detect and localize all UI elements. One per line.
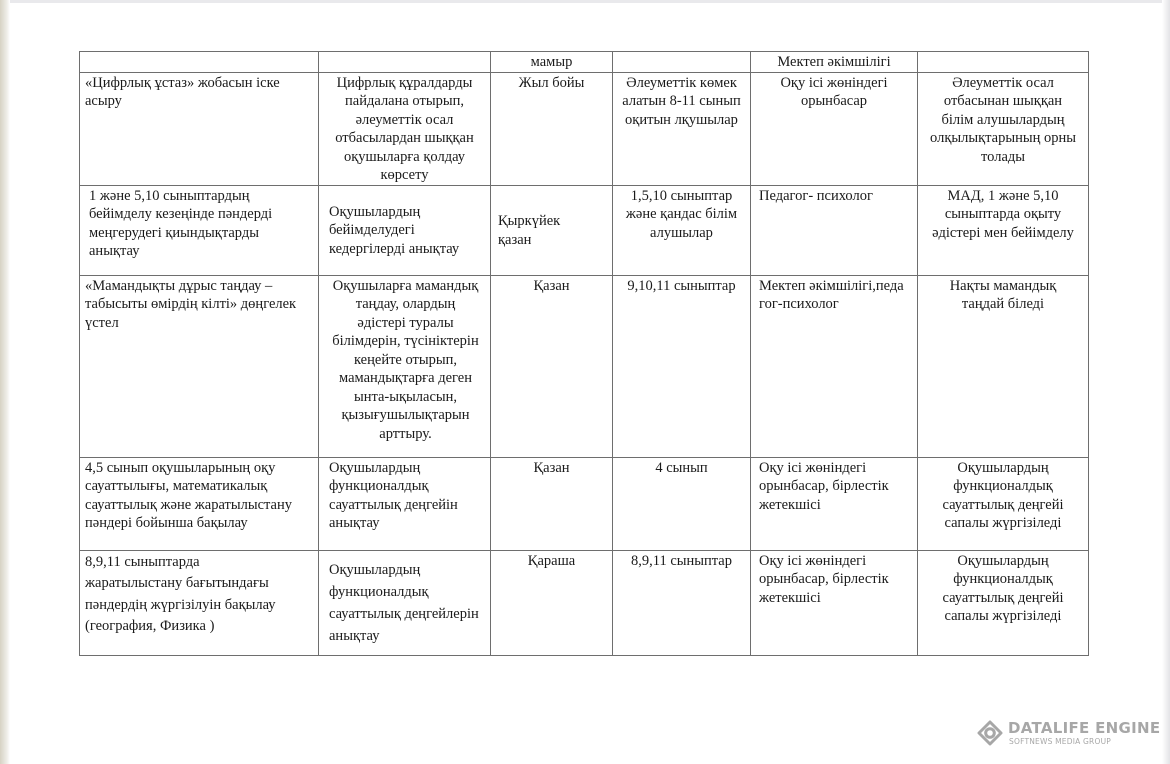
cell-responsible: Оқу ісі жөніндегі орынбасар, бірлестік жетекшісі (751, 457, 918, 550)
cell-goal: Оқушылардың функционалдық сауаттылық деңгейлерін анықтау (319, 550, 491, 655)
watermark-title: DATALIFE ENGINE (1008, 719, 1161, 737)
cell-event (80, 52, 319, 73)
photo-left-edge (0, 0, 10, 764)
cell-time: Қараша (491, 550, 613, 655)
cell-event: 4,5 сынып оқушыларының оқу сауаттылығы, математикалық сауаттылық және жаратылыстану пәндері бойынша бақылау (80, 457, 319, 550)
cell-responsible: Мектеп әкімшілігі,педагог-психолог (751, 275, 918, 457)
cell-target: Әлеуметтік көмек алатын 8-11 сынып оқитын лқушылар (613, 72, 751, 185)
table-row (80, 550, 1089, 655)
watermark-subtitle: SOFTNEWS MEDIA GROUP (1009, 737, 1111, 746)
cell-target: 9,10,11 сыныптар (613, 275, 751, 457)
table-row (80, 72, 1089, 185)
datalife-engine-watermark (977, 718, 1161, 750)
cell-result: Оқушылардың функционалдық сауаттылық деңгейі сапалы жүргізіледі (918, 550, 1089, 655)
cell-result: МАД, 1 және 5,10 сыныптарда оқыту әдістері мен бейімделу (918, 185, 1089, 275)
cell-target: 8,9,11 сыныптар (613, 550, 751, 655)
cell-goal: Цифрлық құралдарды пайдалана отырып, әлеуметтік осал отбасылардан шыққан оқушыларға қолдау көрсету (319, 72, 491, 185)
cell-goal (319, 52, 491, 73)
photo-top-shadow (0, 0, 1170, 3)
cell-result: Нақты мамандық таңдай біледі (918, 275, 1089, 457)
table-row (80, 185, 1089, 275)
cell-result: Әлеуметтік осал отбасынан шыққан білім алушылардың олқылықтарының орны толады (918, 72, 1089, 185)
cell-responsible: Оқу ісі жөніндегі орынбасар, бірлестік жетекшісі (751, 550, 918, 655)
cell-target (613, 52, 751, 73)
photo-right-edge (1162, 0, 1170, 764)
cell-event: 8,9,11 сыныптарда жаратылыстану бағытындағы пәндердің жүргізілуін бақылау (география, Физика ) (80, 550, 319, 655)
cell-goal: Оқушылардың бейімделудегі кедергілерді анықтау (319, 185, 491, 275)
cell-target: 1,5,10 сыныптар және қандас білім алушылар (613, 185, 751, 275)
cell-target: 4 сынып (613, 457, 751, 550)
cell-time: Қазан (491, 457, 613, 550)
cell-responsible: Педагог- психолог (751, 185, 918, 275)
cell-time: Жыл бойы (491, 72, 613, 185)
cell-goal: Оқушылардың функционалдық сауаттылық деңгейін анықтау (319, 457, 491, 550)
table-row (80, 275, 1089, 457)
cell-time: Қыркүйек қазан (491, 185, 613, 275)
table-row-continuation (80, 52, 1089, 73)
cell-event: «Цифрлық ұстаз» жобасын іске асыру (80, 72, 319, 185)
cell-time: мамыр (491, 52, 613, 73)
cell-event: 1 және 5,10 сыныптардың бейімделу кезеңінде пәндерді меңгерудегі қиындықтарды анықтау (80, 185, 319, 275)
cell-event: «Мамандықты дұрыс таңдау – табысыты өмірдің кілті» дөңгелек үстел (80, 275, 319, 457)
datalife-logo-icon (977, 720, 1003, 746)
cell-responsible: Мектеп әкімшілігі (751, 52, 918, 73)
cell-result: Оқушылардың функционалдық сауаттылық деңгейі сапалы жүргізіледі (918, 457, 1089, 550)
cell-time: Қазан (491, 275, 613, 457)
cell-responsible: Оқу ісі жөніндегі орынбасар (751, 72, 918, 185)
table-row (80, 457, 1089, 550)
work-plan-table (79, 51, 1089, 656)
cell-goal: Оқушыларға мамандық таңдау, олардың әдістері туралы білімдерін, түсініктерін кеңейте отырып, мамандықтарға деген ынта-ықыласын, қызығушылықтарын арттыру. (319, 275, 491, 457)
cell-result (918, 52, 1089, 73)
